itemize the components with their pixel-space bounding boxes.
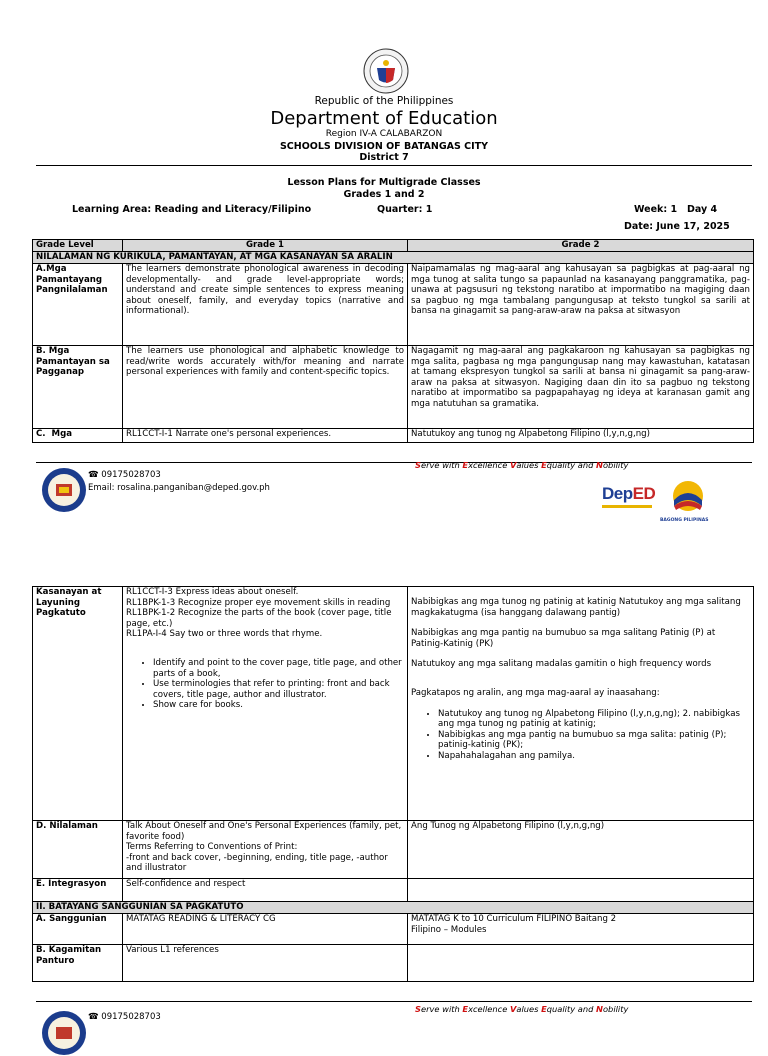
- district-text: District 7: [359, 152, 409, 163]
- department-title: Department of Education: [270, 108, 498, 129]
- footer-email: Email: rosalina.panganiban@deped.gov.ph: [88, 483, 270, 493]
- reference-line: MATATAG K to 10 Curriculum FILIPINO Baitang 2: [411, 914, 617, 924]
- plan-title: Lesson Plans for Multigrade Classes: [287, 177, 481, 188]
- row-label: D. Nilalaman: [33, 821, 123, 879]
- row-label: C. Mga: [33, 429, 123, 443]
- row-label: Kasanayan at Layuning Pagkatuto: [33, 587, 123, 821]
- motto-segment: N: [596, 460, 603, 470]
- competency-paragraph: Nabibigkas ang mga pantig na bumubuo sa mga salitang Patinig (P) at Patinig-Katinig (PK): [411, 628, 716, 649]
- footer-divider: [36, 462, 752, 463]
- serve-motto: [415, 460, 628, 470]
- objective-line: RL1CCT-I-3 Express ideas about oneself.: [126, 587, 299, 597]
- grade1-cell: [123, 587, 408, 821]
- plan-date: Date: June 17, 2025: [624, 221, 730, 232]
- grade2-cell: Nagagamit ng mag-aaral ang pagkakaroon ng kahusayan sa pagbigkas ng mga salita, pagbasa ng mga pangungusap nang may kawastuhan, katatasan at tamang ekspresyon tungkol sa sarili at bansa ni ginagamit sa pang-araw-araw na paksa at sitwasyon. Nagiging daan din ito sa pagbuo ng tekstong naratibo at impormatibo sa pagpapahayag ng ideya at karanasan gamit ang mga natutuhan sa gramatika.: [408, 346, 754, 429]
- grade1-cell: [123, 821, 408, 879]
- deped-seal-logo: [363, 48, 409, 94]
- motto-segment: xcellence: [468, 1004, 510, 1014]
- header-grade-level: Grade Level: [33, 240, 123, 252]
- grade1-cell: Self-confidence and respect: [123, 879, 408, 902]
- row-label: B. Mga Pamantayan sa Pagganap: [33, 346, 123, 429]
- bullet-item: • Natutukoy ang tunog ng Alpabetong Filipino (l,y,n,g,ng); 2. nabibigkas ang mga tunog ng patinig at katinig;: [438, 709, 750, 730]
- competency-paragraph: Nabibigkas ang mga tunog ng patinig at katinig Natutukoy ang mga salitang magkakatugma (isa hanggang dalawang pantig): [411, 597, 741, 618]
- motto-segment: E: [541, 460, 547, 470]
- content-line: Terms Referring to Conventions of Print:: [126, 842, 298, 853]
- motto-segment: quality and: [546, 1004, 597, 1014]
- motto-segment: V: [509, 460, 517, 470]
- deped-underline: [602, 505, 652, 508]
- motto-segment: E: [462, 460, 469, 470]
- grade2-cell: Naipamamalas ng mag-aaral ang kahusayan sa pagbigkas at pag-aaral ng mga tunog at salita tungo sa papaunlad na kasanayang panggramatika, pag-unawa at pagsusuri ng tekstong naratibo at impormatibo na magiging daan sa pagbuo ng mga tambalang pangungusap at teksto tungkol sa sarili at bansa na ginagamit sa pang-araw-araw na paksa at sitwasyon: [408, 264, 754, 346]
- row-label: A. Sanggunian: [33, 914, 123, 945]
- header-divider: [36, 165, 752, 166]
- motto-segment: S: [415, 1004, 421, 1014]
- motto-segment: xcellence: [468, 460, 510, 470]
- bullet-item: • Napahahalagahan ang pamilya.: [438, 751, 750, 762]
- grade2-cell: [408, 945, 754, 982]
- grade1-cell: The learners demonstrate phonological awareness in decoding developmentally- and grade level-appropriate words; understand and create simple sentences to express meaning about oneself, family, and everyday topics (narrative and informational).: [123, 264, 408, 346]
- grade1-cell: MATATAG READING & LITERACY CG: [123, 914, 408, 945]
- lesson-plan-table-continued: [32, 586, 754, 982]
- reference-line: Filipino – Modules: [411, 924, 487, 935]
- header-grade-1: Grade 1: [123, 240, 408, 252]
- grade2-cell: [408, 879, 754, 902]
- learning-area: Learning Area: Reading and Literacy/Filipino: [72, 204, 312, 215]
- grade1-cell: RL1CCT-I-1 Narrate one's personal experiences.: [123, 429, 408, 443]
- motto-segment: N: [596, 1004, 603, 1014]
- week-day: Week: 1 Day 4: [634, 204, 718, 215]
- division-text: SCHOOLS DIVISION OF BATANGAS CITY: [279, 141, 489, 152]
- content-line: Talk About Oneself and One's Personal Experiences (family, pet, favorite food): [126, 821, 402, 842]
- motto-segment: alues: [516, 1004, 542, 1014]
- objective-line: RL1BPK-1-2 Recognize the parts of the book (cover page, title page, etc.): [126, 608, 392, 629]
- motto-segment: S: [415, 460, 421, 470]
- bullet-item: • Show care for books.: [153, 700, 404, 711]
- content-line: -front and back cover, -beginning, ending, title page, -author and illustrator: [126, 852, 388, 874]
- grade1-cell: Various L1 references: [123, 945, 408, 982]
- objective-line: RL1PA-I-4 Say two or three words that rhyme.: [126, 629, 323, 640]
- motto-segment: obility: [602, 1004, 629, 1014]
- objective-bullets: [411, 709, 750, 762]
- region-text: Region IV-A CALABARZON: [325, 129, 443, 139]
- bagong-pilipinas-text: BAGONG PILIPINAS: [660, 518, 709, 523]
- motto-segment: erve with: [420, 460, 463, 470]
- section-title: II. BATAYANG SANGGUNIAN SA PAGKATUTO: [33, 902, 754, 914]
- grade2-cell: Ang Tunog ng Alpabetong Filipino (l,y,n,g,ng): [408, 821, 754, 879]
- quarter: Quarter: 1: [377, 204, 433, 215]
- row-label: A.Mga Pamantayang Pangnilalaman: [33, 264, 123, 346]
- school-seal-logo: [41, 467, 87, 513]
- objective-bullets: [126, 658, 404, 711]
- motto-segment: obility: [602, 460, 629, 470]
- objective-line: RL1BPK-1-3 Recognize proper eye movement skills in reading: [126, 597, 391, 608]
- republic-text: Republic of the Philippines: [314, 95, 454, 107]
- footer-phone: ☎ 09175028703: [88, 1012, 161, 1022]
- header-grade-2: Grade 2: [408, 240, 754, 252]
- motto-segment: V: [509, 1004, 517, 1014]
- bullet-item: • Nabibigkas ang mga pantig na bumubuo sa mga salita: patinig (P); patinig-katinig (PK);: [438, 730, 750, 751]
- footer-divider: [36, 1001, 752, 1002]
- deped-wordmark-logo: DepED: [602, 484, 656, 503]
- row-label: B. Kagamitan Panturo: [33, 945, 123, 982]
- serve-motto: [415, 1004, 628, 1014]
- row-label: E. Integrasyon: [33, 879, 123, 902]
- bullet-item: • Identify and point to the cover page, title page, and other parts of a book,: [153, 658, 404, 679]
- competency-paragraph: Pagkatapos ng aralin, ang mga mag-aaral ay inaasahang:: [411, 687, 660, 698]
- school-seal-logo: [41, 1010, 87, 1056]
- grade1-cell: The learners use phonological and alphabetic knowledge to read/write words accurately with/for meaning and narrate personal experiences with family and content-specific topics.: [123, 346, 408, 429]
- footer-phone: ☎ 09175028703: [88, 470, 161, 480]
- grade2-cell: [408, 914, 754, 945]
- motto-segment: alues: [516, 460, 542, 470]
- bullet-item: • Use terminologies that refer to printing: front and back covers, title page, author and illustrator.: [153, 679, 404, 700]
- motto-segment: erve with: [420, 1004, 463, 1014]
- motto-segment: E: [462, 1004, 469, 1014]
- grade2-cell: [408, 587, 754, 821]
- competency-paragraph: Natutukoy ang mga salitang madalas gamitin o high frequency words: [411, 659, 712, 670]
- lesson-plan-table: [32, 239, 754, 443]
- bagong-pilipinas-logo: [666, 478, 710, 518]
- motto-segment: E: [541, 1004, 547, 1014]
- section-title: NILALAMAN NG KURIKULA, PAMANTAYAN, AT MGA KASANAYAN SA ARALIN: [33, 252, 754, 264]
- grade2-cell: Natutukoy ang tunog ng Alpabetong Filipino (l,y,n,g,ng): [408, 429, 754, 443]
- motto-segment: quality and: [546, 460, 597, 470]
- plan-grades: Grades 1 and 2: [343, 189, 425, 200]
